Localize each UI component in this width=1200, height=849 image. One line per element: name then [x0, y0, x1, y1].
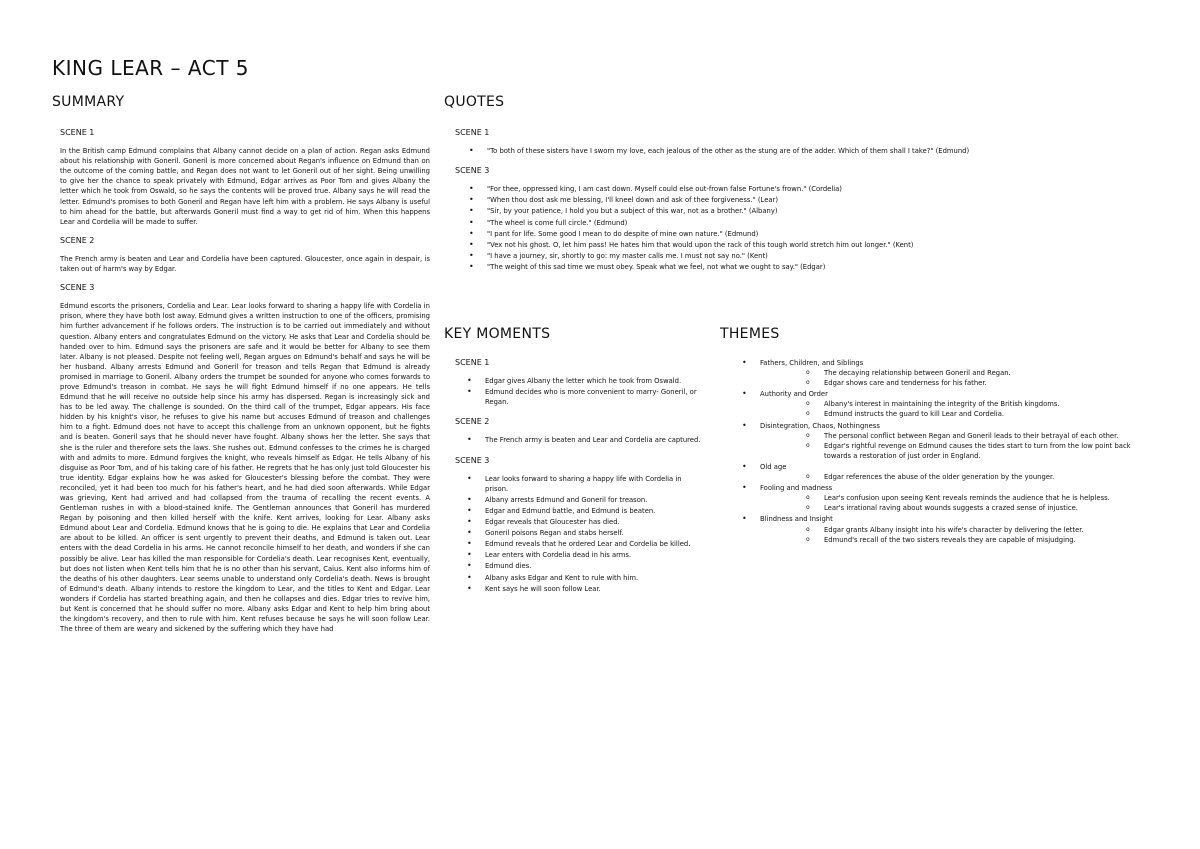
themes-section	[730, 358, 1150, 555]
moment-item: • Edmund reveals that he ordered Lear and Cordelia be killed.	[455, 539, 705, 549]
quote-item: • "To both of these sisters have I sworn my love, each jealous of the other as the stung are of the adder. Which of them shall I take?" (Edmund)	[455, 146, 1155, 156]
quote-item: • "The wheel is come full circle." (Edmund)	[455, 218, 1155, 228]
moment-item: • Edmund decides who is more convenient to marry- Goneril, or Regan.	[455, 387, 705, 407]
moment-item: • Edgar gives Albany the letter which he took from Oswald.	[455, 376, 705, 386]
theme-point: o Edmund's recall of the two sisters reveals they are capable of misjudging.	[760, 535, 1150, 545]
moments-scene-1-label: SCENE 1	[455, 358, 490, 367]
theme-sublist	[760, 431, 1150, 461]
theme-point: o Edgar's rightful revenge on Edmund causes the tides start to turn from the low point back towards a restoration of just order in England.	[760, 441, 1150, 461]
moments-scene-3-list	[455, 474, 705, 594]
moments-scene-2-label: SCENE 2	[455, 417, 490, 427]
theme-sublist	[760, 525, 1150, 545]
theme-item	[730, 483, 1150, 513]
theme-point: o Edmund instructs the guard to kill Lear and Cordelia.	[760, 409, 1150, 419]
theme-label: Fooling and madness	[760, 484, 833, 493]
theme-point: o Edgar references the abuse of the older generation by the younger.	[760, 472, 1150, 482]
summary-heading: SUMMARY	[52, 94, 125, 110]
moment-item: • Albany asks Edgar and Kent to rule with him.	[455, 573, 705, 583]
quote-item: • "When thou dost ask me blessing, I'll kneel down and ask of thee forgiveness." (Lear)	[455, 195, 1155, 205]
theme-sublist	[760, 472, 1150, 482]
theme-item	[730, 514, 1150, 544]
moment-item: • Edgar and Edmund battle, and Edmund is beaten.	[455, 506, 705, 516]
key-moments-heading: KEY MOMENTS	[444, 326, 551, 342]
moment-item: • Lear looks forward to sharing a happy life with Cordelia in prison.	[455, 474, 705, 494]
quotes-scene-1-label: SCENE 1	[455, 128, 490, 137]
quote-item: • "I pant for life. Some good I mean to do despite of mine own nature." (Edmund)	[455, 229, 1155, 239]
themes-heading: THEMES	[720, 326, 780, 342]
moment-item: • The French army is beaten and Lear and Cordelia are captured.	[455, 435, 705, 445]
theme-point: o Edgar shows care and tenderness for his father.	[760, 378, 1150, 388]
moment-item: • Albany arrests Edmund and Goneril for treason.	[455, 495, 705, 505]
themes-list	[730, 358, 1150, 545]
theme-label: Authority and Order	[760, 390, 828, 399]
moment-item: • Lear enters with Cordelia dead in his arms.	[455, 550, 705, 560]
quotes-scene-3-list	[455, 184, 1155, 272]
quote-item: • "Sir, by your patience, I hold you but a subject of this war, not as a brother." (Albany)	[455, 206, 1155, 216]
theme-label: Fathers, Children, and Siblings	[760, 359, 864, 367]
moment-item: • Edmund dies.	[455, 561, 705, 571]
summary-scene-3-text: Edmund escorts the prisoners, Cordelia and Lear. Lear looks forward to sharing a happy life with Cordelia in prison, where they have both lost away. Edmund gives a written instruction to one of the officers, promising him further advancement if he follows orders. The instruction is to be carried out immediately and without question. Albany enters and congratulates Edmund on the victory. He asks that Lear and Cordelia should be handed over to him. Edmund says the prisoners are safe and it would be better for Albany to see them later. Albany is not pleased. Despite not feeling well, Regan argues on Edmund's behalf and says he will be her husband. Albany arrests Edmund and Goneril for treason and tells Regan that Edmund is already promised in marriage to Goneril. Albany orders the trumpet be sounded for anyone who comes forwards to prove Edmund's treason in combat. He says he will fight Edmund himself if no one appears. He tells Edmund that he will receive no outside help since his army has dispersed. Regan is increasingly sick and has to be led away. The challenge is sounded. On the third call of the trumpet, Edgar appears. His face hidden by his knight's visor, he refuses to give his name but accuses Edmund of treason and challenges him to a fight. Edmund does not have to accept this challenge from an unknown opponent, but he fights and is beaten. Goneril says that he should never have fought. Albany shows her the letter. She says that she is the ruler and therefore sets the laws. She rushes out. Edmund confesses to the crimes he is charged with and admits to more. Edmund forgives the knight, who reveals himself as Edgar. He tells Albany of his disguise as Poor Tom, and of his taking care of his father. He regrets that he has only just told Gloucester his true identity. Edgar explains how he was asked for Gloucester's blessing before the combat. They were reconciled, yet it had been too much for his father's heart, and he had died soon afterwards. While Edgar was grieving, Kent had arrived and had collapsed from the trauma of recalling the recent events. A Gentleman rushes in with a blood-stained knife. The Gentleman announces that Goneril has murdered Regan by poisoning and then killed herself with the knife. Kent arrives, looking for Lear. Albany asks Edmund about Lear and Cordelia. Edmund knows that he is going to die. He explains that Lear and Cordelia are about to be killed. An officer is sent urgently to prevent their deaths, and Edmund is taken out. Lear enters with the dead Cordelia in his arms. He cannot reconcile himself to her death, and wonders if she can possibly be alive. Lear has killed the man responsible for Cordelia's death. Lear recognises Kent, eventually, but does not listen when Kent tells him that he is no other than his servant, Caius. Kent also informs him of the deaths of his other daughters. Lear seems unable to understand only Cordelia's death. News is brought of Edmund's death. Albany intends to restore the kingdom to Lear, and the titles to Kent and Edgar. Lear wonders if Cordelia has started breathing again, and then he collapses and dies. Edgar tries to revive him, but Kent is concerned that he should suffer no more. Albany asks Edgar and Kent to help him bring about the kingdom's recovery, and then to rule with him. Kent refuses because he says he will soon follow Lear. The three of them are weary and sickened by the suffering which they have had	[60, 302, 430, 634]
quotes-scene-3-label: SCENE 3	[455, 166, 490, 176]
quote-item: • "For thee, oppressed king, I am cast down. Myself could else out-frown false Fortune's frown." (Cordelia)	[455, 184, 1155, 194]
summary-scene-1-label: SCENE 1	[60, 128, 95, 137]
summary-scene-3-label: SCENE 3	[60, 283, 95, 293]
theme-item	[730, 389, 1150, 419]
moments-scene-1-list	[455, 376, 705, 407]
theme-point: o Albany's interest in maintaining the integrity of the British kingdoms.	[760, 399, 1150, 409]
quotes-section	[455, 128, 1155, 282]
summary-scene-2-label: SCENE 2	[60, 235, 95, 245]
moment-item: • Edgar reveals that Gloucester has died.	[455, 517, 705, 527]
theme-sublist	[760, 493, 1150, 513]
moment-item: • Kent says he will soon follow Lear.	[455, 584, 705, 594]
summary-section	[60, 128, 430, 643]
quote-item: • "I have a journey, sir, shortly to go: my master calls me. I must not say no." (Kent)	[455, 251, 1155, 261]
theme-label: Disintegration, Chaos, Nothingness	[760, 421, 880, 430]
key-moments-section	[455, 358, 705, 604]
theme-item	[730, 358, 1150, 388]
moments-scene-2-list	[455, 435, 705, 445]
quote-item: • "The weight of this sad time we must obey. Speak what we feel, not what we ought to say." (Edgar)	[455, 262, 1155, 272]
theme-point: o The personal conflict between Regan and Goneril leads to their betrayal of each other.	[760, 431, 1150, 441]
theme-item	[730, 421, 1150, 461]
theme-label: Blindness and Insight	[760, 515, 833, 524]
theme-label: Old age	[760, 462, 787, 471]
moments-scene-3-label: SCENE 3	[455, 455, 490, 465]
quote-item: • "Vex not his ghost. O, let him pass! He hates him that would upon the rack of this tough world stretch him out longer." (Kent)	[455, 240, 1155, 250]
moment-item: • Goneril poisons Regan and stabs herself.	[455, 528, 705, 538]
theme-point: o Edgar grants Albany insight into his wife's character by delivering the letter.	[760, 525, 1150, 535]
quotes-heading: QUOTES	[444, 94, 505, 110]
theme-point: o Lear's confusion upon seeing Kent reveals reminds the audience that he is helpless.	[760, 493, 1150, 503]
summary-scene-2-text: The French army is beaten and Lear and Cordelia have been captured. Gloucester, once again in despair, is taken out of harm's way by Edgar.	[60, 254, 430, 274]
theme-point: o Lear's irrational raving about wounds suggests a crazed sense of injustice.	[760, 503, 1150, 513]
quotes-scene-1-list	[455, 146, 1155, 156]
theme-point: o The decaying relationship between Goneril and Regan.	[760, 368, 1150, 378]
theme-item	[730, 462, 1150, 482]
page-title: KING LEAR – ACT 5	[52, 56, 249, 80]
theme-sublist	[760, 399, 1150, 419]
theme-sublist	[760, 368, 1150, 388]
summary-scene-1-text: In the British camp Edmund complains that Albany cannot decide on a plan of action. Regan asks Edmund about his relationship with Goneril. Goneril is more concerned about Regan's influence on Edmund than on the outcome of the coming battle, and Regan does not want to let Goneril out of her sight. Being unwilling to give her the chance to speak privately with Edmund, Edgar arrives as Poor Tom and gives Albany the letter which he took from Oswald, so he says the contents will be proved true. Albany says he will read the letter. Edmund's promises to both Goneril and Regan have left him with a problem. He says Albany is useful to him ahead for the battle, but afterwards Goneril must find a way to get rid of him. When this happens Lear and Cordelia will be made to suffer.	[60, 147, 430, 226]
